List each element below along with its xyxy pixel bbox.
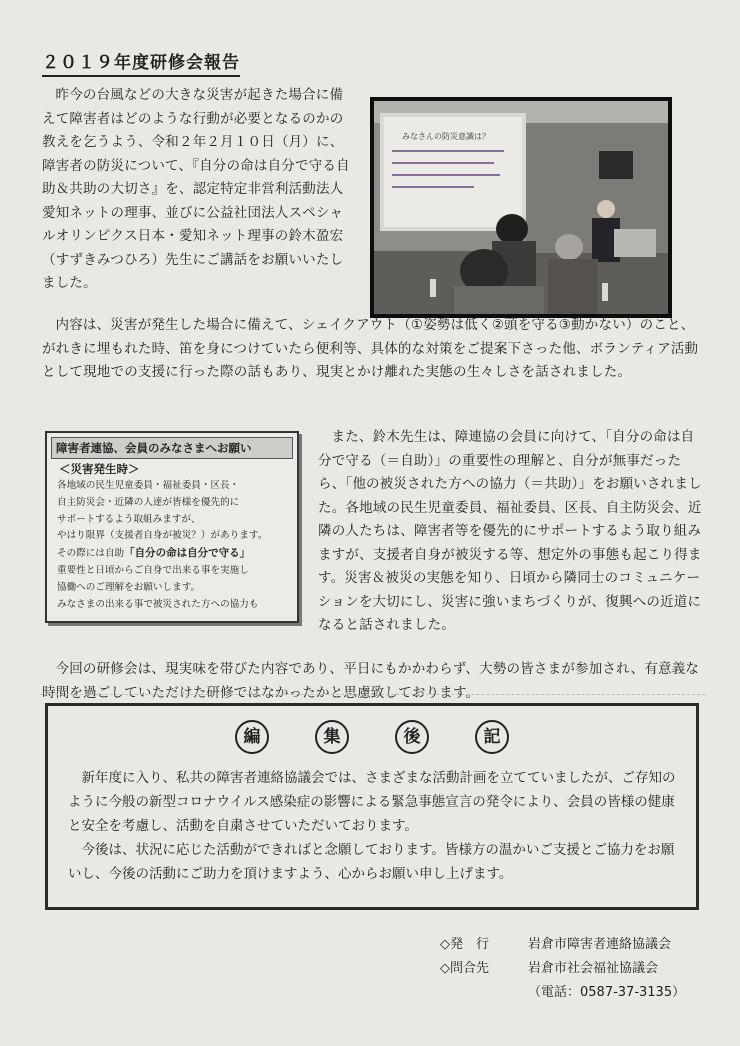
lecture-scene-illustration xyxy=(374,101,668,314)
notice-line: 重要性と日頃からご自身で出来る事を実施し xyxy=(57,564,249,576)
notice-line: 協働へのご理解をお願いします。 xyxy=(57,581,201,593)
notice-line: 自主防災会・近隣の人達が皆様を優先的に xyxy=(57,496,240,508)
report-paragraph-4: 今回の研修会は、現実味を帯びた内容であり、平日にもかかわらず、大勢の皆さまが参加され、有意義な時間を過ごしていただけた研修ではなかったかと思慮致しております。 xyxy=(42,661,700,701)
editors-note-paragraph-2: 今後は、状況に応じた活動ができればと念願しております。皆様方の温かいご支援とご協力をお願いし、今後の活動にご助力を頂けますよう、心からお願い申し上げます。 xyxy=(68,842,675,882)
member-request-heading: 障害者連協、会員のみなさまへお願い xyxy=(51,437,293,459)
editors-note-paragraph-1: 新年度に入り、私共の障害者連絡協議会では、さまざまな活動計画を立てていましたが、ご存知のように今般の新型コロナウイルス感染症の影響による緊急事態宣言の発令により、会員の皆様の健康と安全を考慮し、活動を自粛させていただいております。 xyxy=(68,770,676,834)
notice-line: 各地域の民生児童委員・福祉委員・区長・ xyxy=(57,480,240,491)
notice-line: みなさまの出来る事で被災された方への協力も xyxy=(57,598,259,610)
contact-label: ◇問合先 xyxy=(440,961,489,976)
report-paragraph-1: 昨今の台風などの大きな災害が起きた場合に備えて障害者はどのような行動が必要となるのかの教えを乞うよう、令和２年２月１０日（月）に、障害者の防災について、『自分の命は自分で守る自助＆共助の大切さ』を、認定特定非営利活動法人愛知ネットの理事、並びに公益社団法人スペシャルオリンピクス日本・愛知ネット理事の鈴木盈宏（すずきみつひろ）先生にご講話をお願いいたしました。 xyxy=(42,87,350,291)
member-request-box xyxy=(45,431,299,623)
notice-line-prefix: その際には自助 xyxy=(57,548,125,560)
contact-phone: （電話：0587-37-3135） xyxy=(528,985,686,1000)
report-paragraph-2: 内容は、災害が発生した場合に備えて、シェイクアウト（①姿勢は低く②頭を守る③動かない）のこと、がれきに埋もれた時、笛を身につけていたら便利等、具体的な対策をご提案下さった他、ボランティア活動として現地での支援に行った際の話もあり、現実とかけ離れた実態の生々しさを話されました。 xyxy=(42,317,699,380)
editors-note-char: 集 xyxy=(315,720,349,754)
editors-note-char: 編 xyxy=(235,720,269,754)
lecture-photo-image xyxy=(374,101,668,314)
publisher-row xyxy=(440,933,710,957)
notice-line: やはり限界（支援者自身が被災？）があります。 xyxy=(57,530,268,542)
publisher-info xyxy=(440,933,710,1005)
member-request-text xyxy=(57,478,297,613)
slide-title: みなさんの防災意識は？ xyxy=(402,132,490,141)
publisher-label: ◇発 行 xyxy=(440,937,489,952)
report-paragraph-3: また、鈴木先生は、障連協の会員に向けて、「自分の命は自分で守る（＝自助）」の重要性の理解と、自分が無事だったら、「他の被災された方への協力（＝共助）」をお願いされました。各地域の民生児童委員、福祉委員、区長、自主防災会、近隣の人たちは、障害者等を優先的にサポートするよう取り組みますが、支援者自身が被災する等、想定外の事態も起こり得ます。災害＆被災の実態を知り、日頃から隣同士のコミュニケーションを大切にし、災害に強いまちづくりが、復興への近道になると話されました。 xyxy=(318,429,702,633)
lecture-photo xyxy=(370,97,672,318)
section-divider xyxy=(40,694,705,695)
report-title: ２０１９年度研修会報告 xyxy=(42,48,240,77)
editors-note-title xyxy=(48,720,696,754)
notice-line xyxy=(57,545,297,563)
notice-emphasis: 「自分の命は自分で守る」 xyxy=(124,547,251,560)
editors-note-char: 後 xyxy=(395,720,429,754)
disaster-subheading: ＜災害発生時＞ xyxy=(59,462,140,476)
contact-row xyxy=(440,957,710,981)
editors-note-box xyxy=(45,703,699,910)
contact-name: 岩倉市社会福祉協議会 xyxy=(528,961,659,976)
publisher-name: 岩倉市障害者連絡協議会 xyxy=(528,937,672,952)
editors-note-char: 記 xyxy=(475,720,509,754)
notice-line: サポートするよう取組みますが、 xyxy=(57,513,201,525)
